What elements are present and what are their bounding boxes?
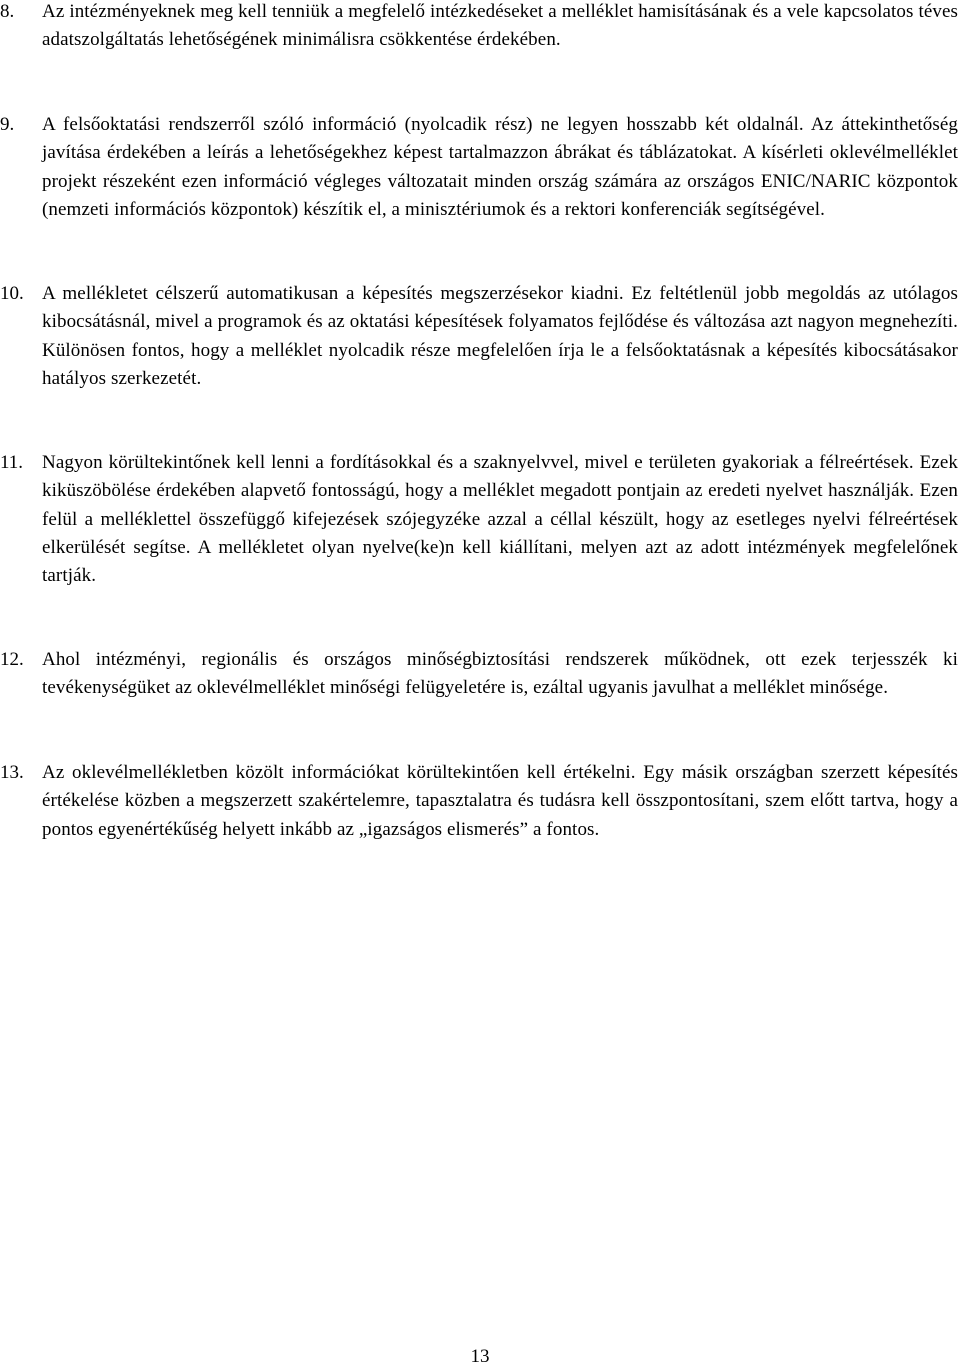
- list-item-11: [0, 449, 958, 590]
- item-text: Nagyon körültekintőnek kell lenni a fordításokkal és a szaknyelvvel, mivel e területen gyakoriak a félreértések. Ezek kiküszöbölése érdekében alapvető fontosságú, hogy a melléklet megadott pontjain az eredeti nyelvet használják. Ezen felül a melléklettel összefüggő kifejezések szójegyzéke azzal a céllal készült, hogy az esetleges nyelvi félreértések elkerülését segítse. A mellékletet olyan nyelve(ke)n kell kiállítani, melyen azt az adott intézmények megfelelőnek tartják.: [42, 452, 958, 587]
- item-text: Az oklevélmellékletben közölt információkat körültekintően kell értékelni. Egy másik országban szerzett képesítés értékelése közben a megszerzett szakértelemre, tapasztalatra és tudásra kell összpontosítani, szem előtt tartva, hogy a pontos egyenértékűség helyett inkább az „igazságos elismerés” a fontos.: [42, 762, 958, 840]
- list-item-13: [0, 759, 958, 844]
- list-item-12: [0, 646, 958, 703]
- item-text: A mellékletet célszerű automatikusan a képesítés megszerzésekor kiadni. Ez feltétlenül jobb megoldás az utólagos kibocsátásnál, mivel a programok és az oktatási képesítések folyamatos fejlődése és változása azt nagyon megnehezíti. Különösen fontos, hogy a melléklet nyolcadik része megfelelően írja le a felsőoktatásnak a képesítés kibocsátásakor hatályos szerkezetét.: [42, 283, 958, 389]
- item-text: Az intézményeknek meg kell tenniük a megfelelő intézkedéseket a melléklet hamisításának és a vele kapcsolatos téves adatszolgáltatás lehetőségének minimálisra csökkentése érdekében.: [42, 1, 958, 51]
- item-number: 9.: [0, 114, 15, 135]
- item-number: 13.: [0, 762, 24, 783]
- item-number: 12.: [0, 649, 24, 670]
- item-number: 8.: [0, 1, 15, 22]
- list-item-8: [0, 0, 958, 55]
- item-number: 11.: [0, 452, 24, 473]
- item-text: A felsőoktatási rendszerről szóló információ (nyolcadik rész) ne legyen hosszabb két oldalnál. Az áttekinthetőség javítása érdekében a leírás a lehetőségekhez képest tartalmazzon ábrákat és táblázatokat. A kísérleti oklevélmelléklet projekt részeként ezen információ végleges változatait minden ország számára az országos ENIC/NARIC központok (nemzeti információs központok) készítik el, a minisztériumok és a rektori konferenciák segítségével.: [42, 114, 958, 220]
- item-text: Ahol intézményi, regionális és országos minőségbiztosítási rendszerek működnek, ott ezek terjesszék ki tevékenységüket az oklevélmelléklet minőségi felügyeletére is, ezáltal ugyanis javulhat a melléklet minősége.: [42, 649, 958, 699]
- item-number: 10.: [0, 283, 24, 304]
- list-item-9: [0, 111, 958, 224]
- list-item-10: [0, 280, 958, 393]
- page-number: 13: [470, 1346, 490, 1367]
